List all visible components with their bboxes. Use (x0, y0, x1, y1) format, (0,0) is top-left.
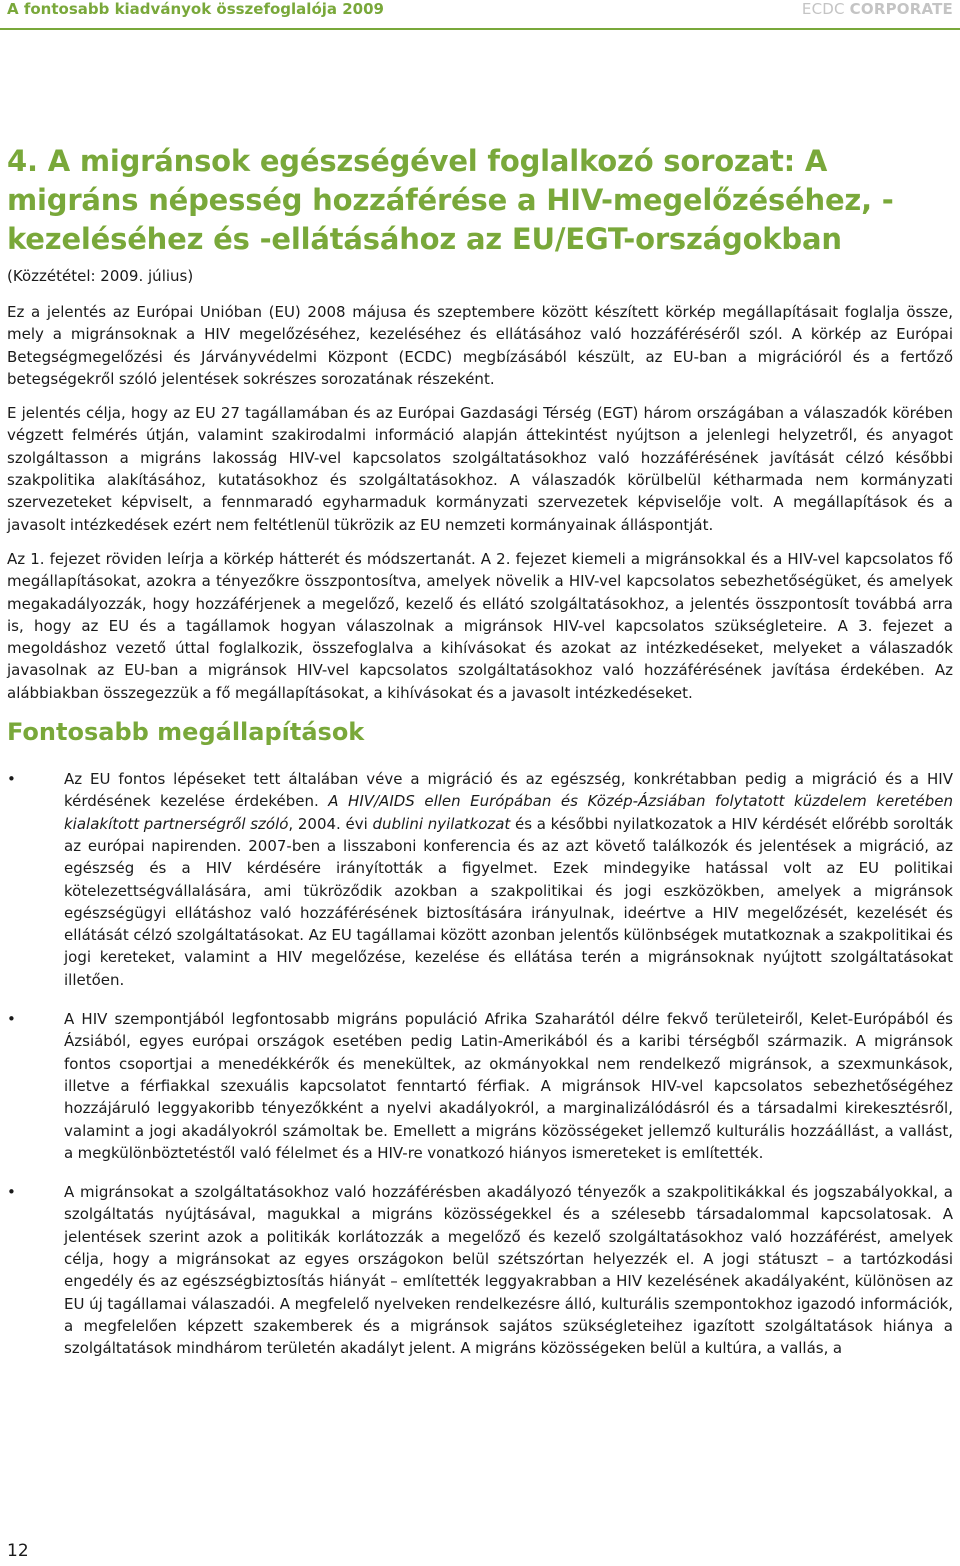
document-title-italic: dublini nyilatkozat (372, 814, 511, 833)
section-title: 4. A migránsok egészségével foglalkozó sorozat: A migráns népesség hozzáférése a HIV-megelőzéséhez, -kezeléséhez és -ellátásához az EU/EGT-országokban (7, 144, 894, 256)
paragraph: Ez a jelentés az Európai Unióban (EU) 2008 májusa és szeptembere között készített körkép megállapításait foglalja össze, mely a migránsoknak a HIV megelőzéséhez, kezeléséhez és ellátásához való hozzáféréséről szól. A körkép az Európai Betegségmegelőzési és Járványvédelmi Központ (ECDC) megbízásából készült, az EU-ban a migrációról és a fertőző betegségekről szóló jelentések sokrészes sorozatának részeként. (7, 303, 953, 388)
bullet-icon: • (7, 1010, 16, 1029)
page-number: 12 (7, 1541, 29, 1561)
running-header-brand (802, 0, 953, 18)
list-item (7, 1181, 953, 1359)
list-item-text: A migránsokat a szolgáltatásokhoz való hozzáférésben akadályozó tényezők a szakpolitikákkal és jogszabályokkal, a szolgáltatás nyújtásával, magukkal a migráns közösségekkel és a szélesebb társadalommal kapcsolatosak. A jelentések szerint azok a politikák korlátozzák a megelőző és kezelő szolgáltatásokhoz való hozzáférést, amelyek célja, hogy a migránsokat az egyes országokon belül szétszórtan helyezzék el. A jogi státuszt – a tartózkodási engedély és az egészségbiztosítás hiányát – említették leggyakrabban a HIV kezelésének akadályaként, különösen az EU új tagállamai válaszadói. A megfelelő nyelveken rendelkezésre álló, kulturális szempontokhoz igazodó információk, a megfelelően képzett szakemberek és a migránsok sajátos szükségleteihez igazított szolgáltatások hiánya a szolgáltatások mindhárom területén akadályt jelent. A migráns közösségeken belül a kultúra, a vallás, a (64, 1183, 953, 1358)
list-item (7, 1008, 953, 1164)
list-item-text: A HIV szempontjából legfontosabb migráns populáció Afrika Szaharától délre fekvő területeiről, Kelet-Európából és Ázsiából, egyes európai országok esetében pedig Latin-Amerikából és a karibi térségből származik. A migránsok fontos csoportjai a menedékkérők és menekültek, az okmányokkal nem rendelkező migránsok, a szexmunkások, illetve a férfiakkal szexuális kapcsolatot fenntartó férfiak. A migránsok HIV-vel kapcsolatos sebezhetőségéhez hozzájáruló leggyakoribb tényezőkként a nyelvi akadályokról, a marginalizálódásról és a társadalmi kirekesztésről, valamint a jogi akadályokról számoltak be. Emellett a migráns közösségeket jellemző kulturális hozzáállást, a vallást, a megkülönböztetéstől való félelmet és a HIV-re vonatkozó hiányos ismereteket is említették. (64, 1010, 953, 1162)
document-title-italic: A HIV/AIDS ellen Európában és Közép-Ázsiában folytatott küzdelem keretében kialakított partnerségről szóló (64, 792, 953, 833)
list-item-text: , 2004. évi (288, 814, 373, 833)
brand-ecdc: ECDC (801, 0, 845, 18)
publication-date: (Közzététel: 2009. július) (7, 267, 194, 285)
list-item-text: Az EU fontos lépéseket tett általában véve a migráció és az egészség, konkrétabban pedig a migráció és a HIV kérdésének kezelése érdekében. (64, 770, 953, 811)
paragraph: Az 1. fejezet röviden leírja a körkép hátterét és módszertanát. A 2. fejezet kiemeli a migránsokkal és a HIV-vel kapcsolatos fő megállapításokat, azokra a tényezőkre összpontosítva, amelyek növelik a HIV-vel kapcsolatos sebezhetőségüket, és amelyek megakadályozzák, hogy hozzáférjenek a megelőző, kezelő és ellátó szolgáltatásokhoz, a jelentés összpontosít továbbá arra is, hogy az EU és a tagállamok hogyan válaszolnak a migránsok HIV-vel kapcsolatos szükségleteire. A 3. fejezet a megoldáshoz vezető úttal foglalkozik, összefoglalva a kihívásokat és azokat az intézkedéseket, melyeket a válaszadók javasolnak az EU-ban a migránsok HIV-vel kapcsolatos szolgáltatásokhoz való hozzáférésének javítása érdekében. Az alábbiakban összegezzük a fő megállapításokat, a kihívásokat és a javasolt intézkedéseket. (7, 549, 953, 702)
bullet-icon: • (7, 770, 16, 789)
header-divider (0, 28, 960, 30)
list-item (7, 768, 953, 991)
subheading: Fontosabb megállapítások (7, 718, 365, 747)
findings-list (7, 768, 953, 1359)
page-content (7, 142, 953, 1376)
paragraph: E jelentés célja, hogy az EU 27 tagállamában és az Európai Gazdasági Térség (EGT) három országában a válaszadók körében végzett felmérés útján, valamint szakirodalmi információ alapján áttekintést nyújtson a jelenlegi helyzetről, és anyagot szolgáltasson a migráns lakosság HIV-vel kapcsolatos szolgáltatásokhoz való hozzáférésének javítását célzó későbbi szakpolitika alakításához, kutatásokhoz és szolgáltatásokhoz. A válaszadók körülbelül kétharmada nem kormányzati szervezeteket képviselt, a fennmaradó egyharmaduk kormányzati szervezetek képviselője volt. A megállapítások és a javasolt intézkedések ezért nem feltétlenül tükrözik az EU nemzeti kormányainak álláspontját. (7, 404, 953, 534)
list-item-text: és a későbbi nyilatkozatok a HIV kérdését előrébb sorolták az európai napirenden. 2007-ben a lisszaboni konferencia és az azt követő találkozók és jelentések a migráció, az egészség és a HIV kérdésére irányították a figyelmet. Ezek mindegyike hatással volt az EU politikai kötelezettségvállalására, ami tükröződik azokban a szakpolitikai és jogi eszközökben, amelyek a migránsok egészségügyi ellátáshoz való hozzáférésének biztosítására irányulnak, ideértve a HIV megelőzését, kezelését és ellátását célzó szolgáltatásokat. Az EU tagállamai között azonban jelentős különbségek mutatkoznak a szakpolitikai és jogi kereteket, valamint a HIV megelőzése, kezelése és ellátása terén a migránsoknak nyújtott szolgáltatásokat illetően. (64, 814, 953, 989)
brand-corporate: CORPORATE (849, 0, 953, 18)
bullet-icon: • (7, 1183, 16, 1202)
running-header-title: A fontosabb kiadványok összefoglalója 2009 (7, 0, 384, 18)
